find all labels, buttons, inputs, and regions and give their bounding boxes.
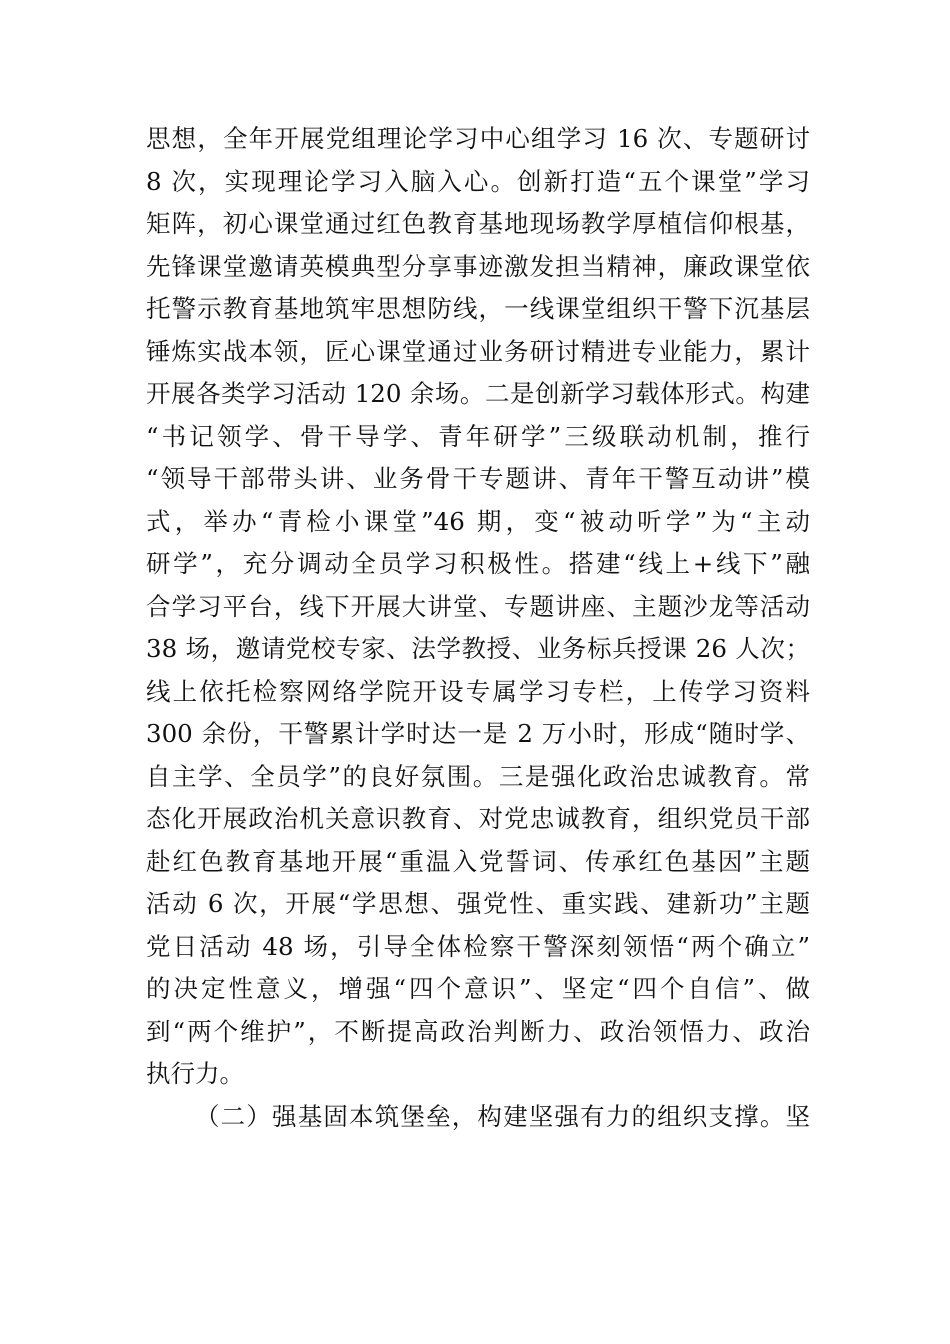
body-text bbox=[146, 118, 810, 1138]
section-heading-line: （二）强基固本筑堡垒，构建坚强有力的组织支撑。坚 bbox=[195, 1101, 810, 1131]
text-line: 矩阵，初心课堂通过红色教育基地现场教学厚植信仰根基， bbox=[146, 209, 810, 238]
text-line: 活动 6 次，开展“学思想、强党性、重实践、建新功”主题 bbox=[146, 889, 810, 918]
text-line: 态化开展政治机关意识教育、对党忠诚教育，组织党员干部 bbox=[146, 804, 810, 833]
text-line: 党日活动 48 场，引导全体检察干警深刻领悟“两个确立” bbox=[146, 931, 810, 961]
text-line: 先锋课堂邀请英模典型分享事迹激发担当精神，廉政课堂依 bbox=[146, 251, 810, 281]
text-line: 思想，全年开展党组理论学习中心组学习 16 次、专题研讨 bbox=[146, 124, 810, 153]
text-line: “领导干部带头讲、业务骨干专题讲、青年干警互动讲”模 bbox=[146, 464, 810, 493]
text-line: 开展各类学习活动 120 余场。二是创新学习载体形式。构建 bbox=[146, 379, 810, 408]
text-line: 8 次，实现理论学习入脑入心。创新打造“五个课堂”学习 bbox=[146, 166, 810, 196]
text-line: 赴红色教育基地开展“重温入党誓词、传承红色基因”主题 bbox=[146, 846, 810, 876]
text-line: 合学习平台，线下开展大讲堂、专题讲座、主题沙龙等活动 bbox=[146, 591, 810, 621]
text-line: 托警示教育基地筑牢思想防线，一线课堂组织干警下沉基层 bbox=[146, 294, 810, 323]
text-line: “书记领学、骨干导学、青年研学”三级联动机制，推行 bbox=[146, 421, 810, 451]
text-line: 300 余份，干警累计学时达一是 2 万小时，形成“随时学、 bbox=[146, 719, 810, 748]
text-line: 自主学、全员学”的良好氛围。三是强化政治忠诚教育。常 bbox=[146, 761, 810, 791]
paragraph-end-line: 执行力。 bbox=[146, 1059, 244, 1088]
text-line: 式，举办“青检小课堂”46 期，变“被动听学”为“主动 bbox=[146, 506, 810, 536]
text-line: 38 场，邀请党校专家、法学教授、业务标兵授课 26 人次； bbox=[146, 634, 810, 663]
text-line: 的决定性意义，增强“四个意识”、坚定“四个自信”、做 bbox=[146, 974, 810, 1003]
text-line: 线上依托检察网络学院开设专属学习专栏，上传学习资料 bbox=[146, 676, 810, 706]
text-line: 到“两个维护”，不断提高政治判断力、政治领悟力、政治 bbox=[146, 1016, 810, 1046]
text-line: 锤炼实战本领，匠心课堂通过业务研讨精进专业能力，累计 bbox=[146, 336, 810, 366]
text-line: 研学”，充分调动全员学习积极性。搭建“线上+线下”融 bbox=[146, 549, 810, 578]
